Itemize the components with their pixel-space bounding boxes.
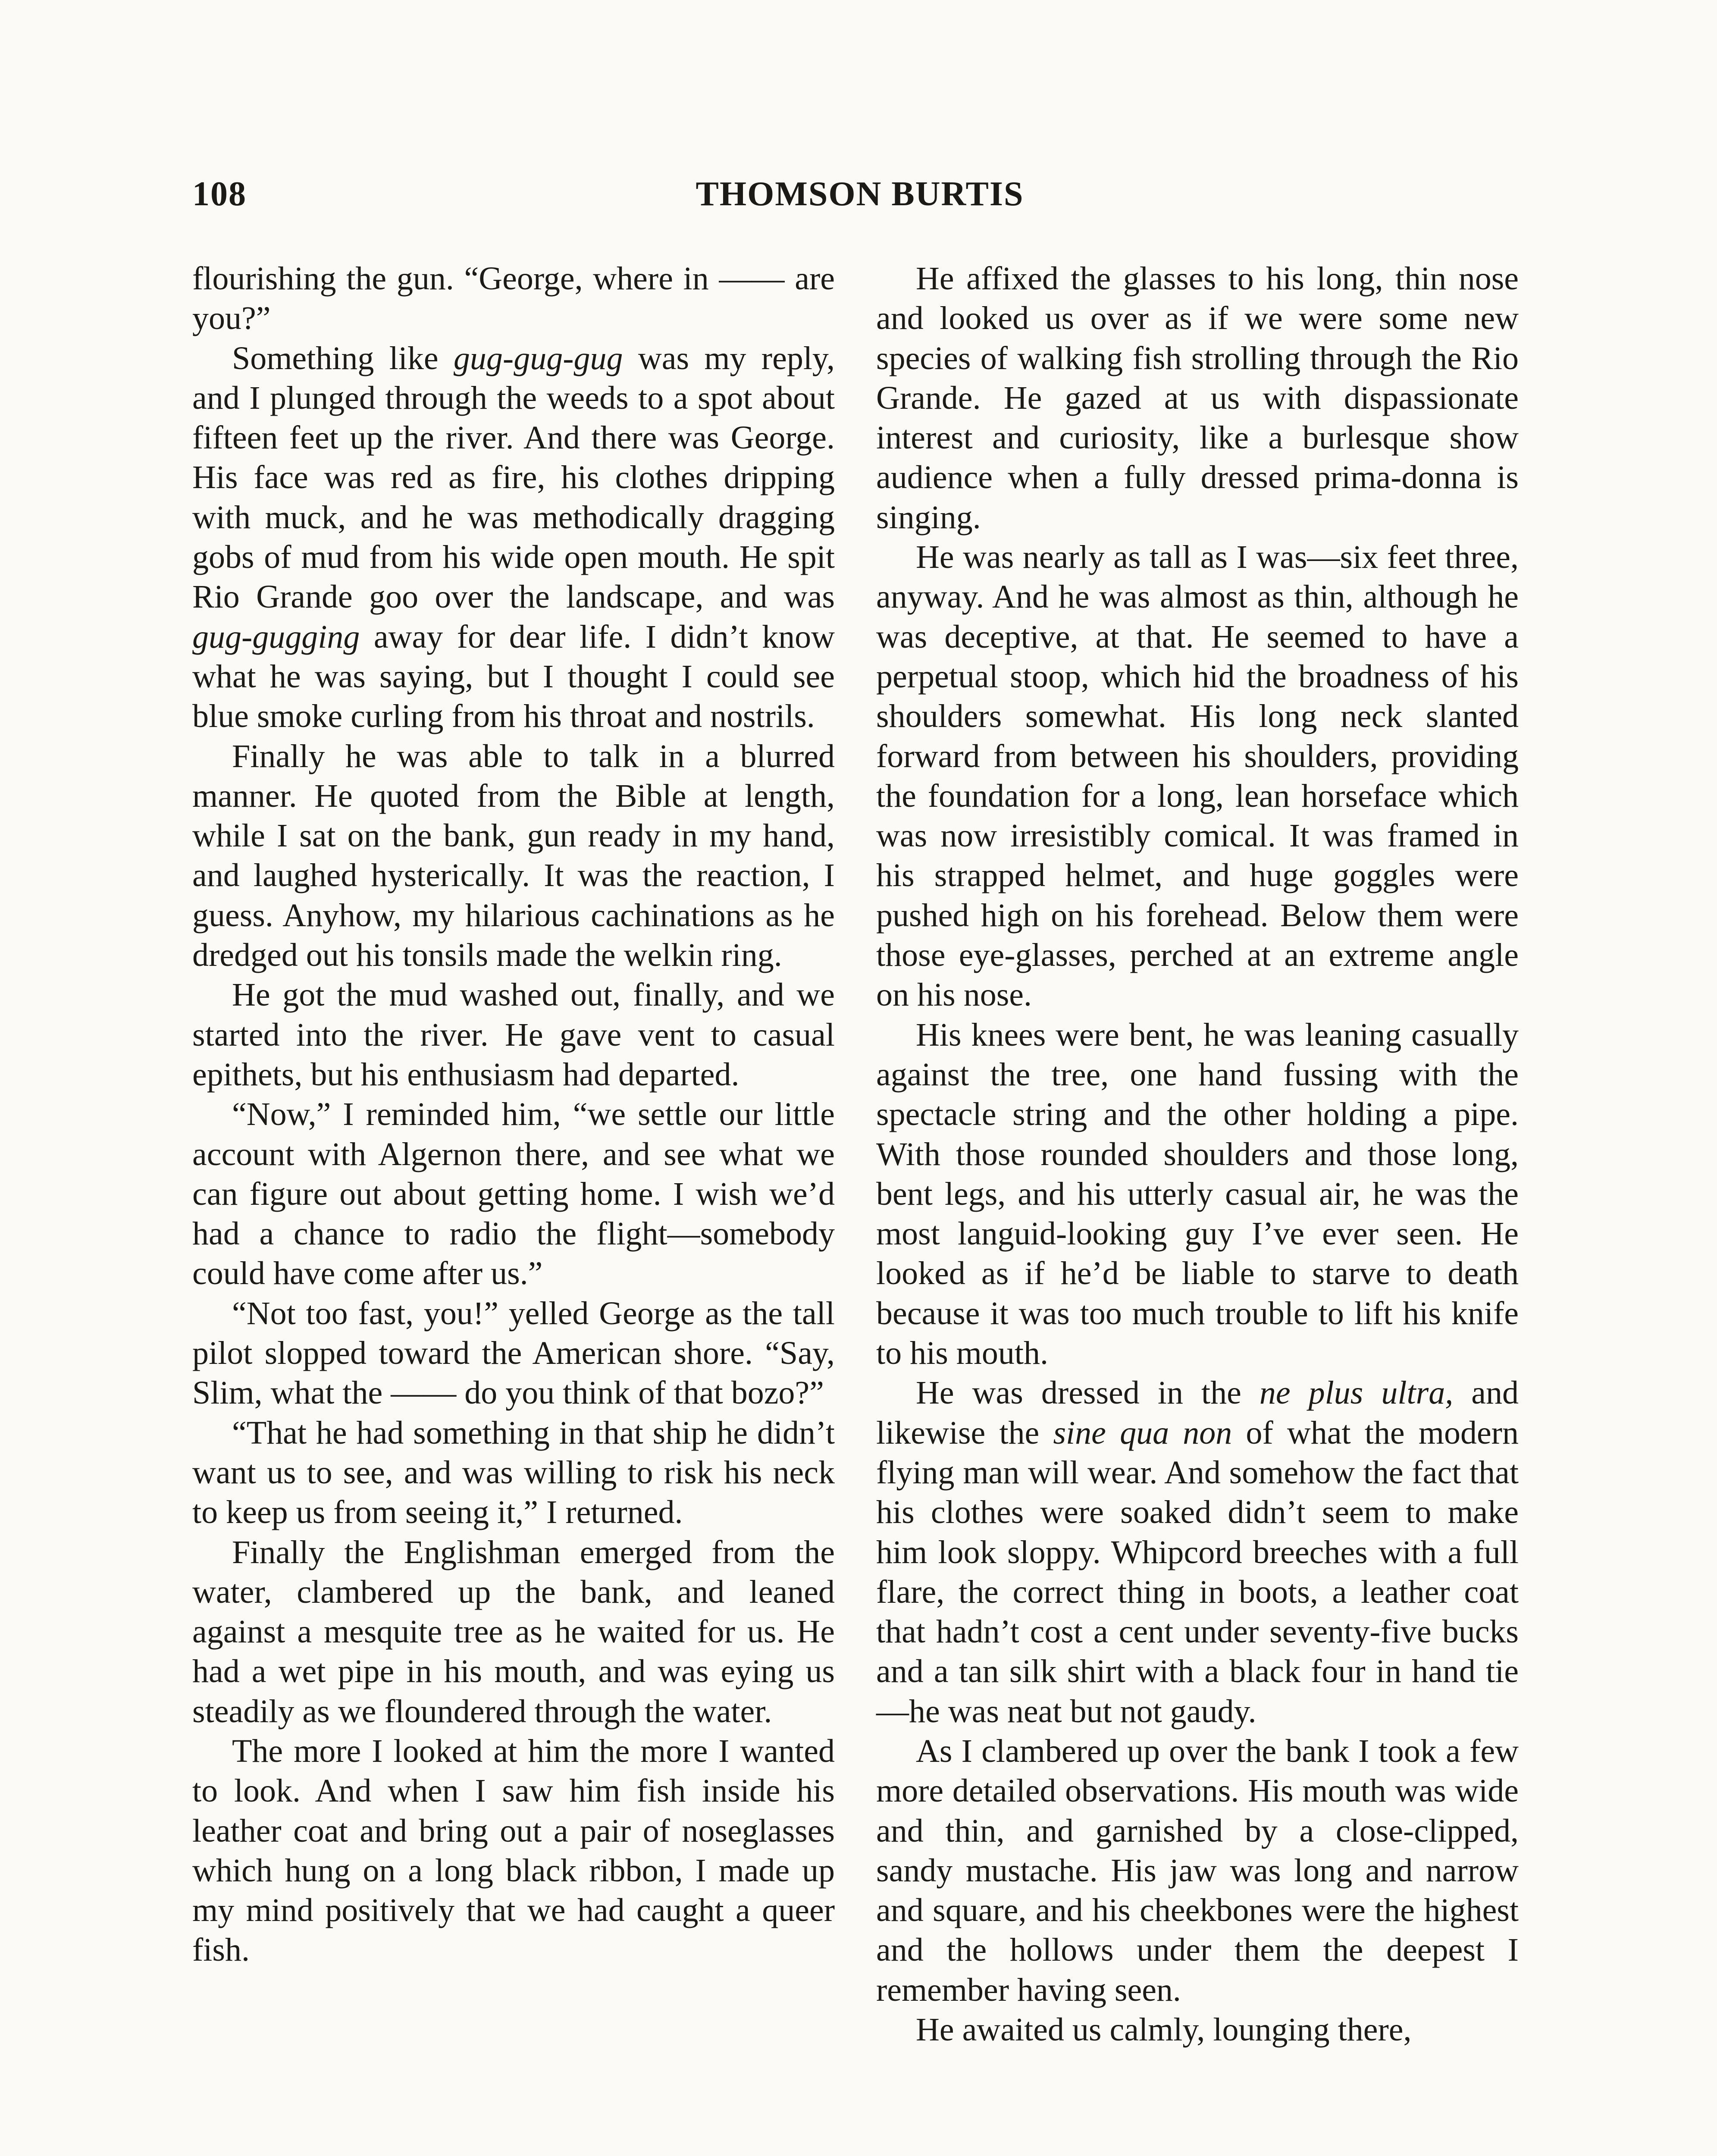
paragraph: Finally he was able to talk in a blurred manner. He quoted from the Bible at length, while I sat on the bank, gun ready in my hand, and laughed hysterically. It was the reaction, I guess. Anyhow, my hilarious cachinations as he dredged out his tonsils made the welkin ring. <box>192 738 835 974</box>
paragraph: As I clambered up over the bank I took a few more detailed observations. His mouth was wide and thin, and garnished by a close-clipped, sandy mustache. His jaw was long and narrow and square, and his cheekbones were the highest and the hollows under them the deepest I remember having seen. <box>876 1733 1519 2008</box>
left-column <box>192 259 835 1970</box>
running-head: THOMSON BURTIS <box>696 175 1024 213</box>
paragraph: Something like gug-gug-gug was my reply, and I plunged through the weeds to a spot about fifteen feet up the river. And there was George. His face was red as fire, his clothes dripping with muck, and he was methodically dragging gobs of mud from his wide open mouth. He spit Rio Grande goo over the landscape, and was gug-gugging away for dear life. I didn’t know what he was saying, but I thought I could see blue smoke curling from his throat and nostrils. <box>192 340 835 735</box>
paragraph: He awaited us calmly, lounging there, <box>916 2012 1412 2048</box>
paragraph: He got the mud washed out, finally, and we started into the river. He gave vent to casual epithets, but his enthusiasm had departed. <box>192 977 835 1093</box>
paragraph: He was dressed in the ne plus ultra, and likewise the sine qua non of what the modern flying man will wear. And somehow the fact that his clothes were soaked didn’t seem to make him look sloppy. Whipcord breeches with a full flare, the correct thing in boots, a leather coat that hadn’t cost a cent under seventy-five bucks and a tan silk shirt with a black four in hand tie—he was neat but not gaudy. <box>876 1375 1519 1730</box>
paragraph: flourishing the gun. “George, where in —— are you?” <box>192 260 835 337</box>
paragraph: “Now,” I reminded him, “we settle our little account with Algernon there, and see what we can figure out about getting home. I wish we’d had a chance to radio the flight—somebody could have come after us.” <box>192 1096 835 1292</box>
page-header <box>192 175 1527 222</box>
paragraph: The more I looked at him the more I wanted to look. And when I saw him fish inside his leather coat and bring out a pair of noseglasses which hung on a long black ribbon, I made up my mind positively that we had caught a queer fish. <box>192 1733 835 1968</box>
paragraph: “That he had something in that ship he didn’t want us to see, and was willing to risk his neck to keep us from seeing it,” I returned. <box>192 1414 835 1531</box>
page-number: 108 <box>192 175 247 213</box>
paragraph: He affixed the glasses to his long, thin nose and looked us over as if we were some new species of walking fish strolling through the Rio Grande. He gazed at us with dispassionate interest and curiosity, like a burlesque show audience when a fully dressed prima-donna is singing. <box>876 260 1519 536</box>
paragraph: Finally the Englishman emerged from the water, clambered up the bank, and leaned against a mesquite tree as he waited for us. He had a wet pipe in his mouth, and was eying us steadily as we floundered through the water. <box>192 1534 835 1730</box>
paragraph: He was nearly as tall as I was—six feet three, anyway. And he was almost as thin, although he was deceptive, at that. He seemed to have a perpetual stoop, which hid the broadness of his shoulders somewhat. His long neck slanted forward from between his shoulders, providing the foundation for a long, lean horseface which was now irresistibly comical. It was framed in his strapped helmet, and huge goggles were pushed high on his forehead. Below them were those eye-glasses, perched at an extreme angle on his nose. <box>876 539 1519 1013</box>
paragraph: His knees were bent, he was leaning casually against the tree, one hand fussing with the spectacle string and the other holding a pipe. With those rounded shoulders and those long, bent legs, and his utterly casual air, he was the most languid-looking guy I’ve ever seen. He looked as if he’d be liable to starve to death because it was too much trouble to lift his knife to his mouth. <box>876 1016 1519 1372</box>
paragraph: “Not too fast, you!” yelled George as the tall pilot slopped toward the American shore. “Say, Slim, what the —— do you think of that bozo?” <box>192 1295 835 1411</box>
right-column <box>876 259 1519 2049</box>
